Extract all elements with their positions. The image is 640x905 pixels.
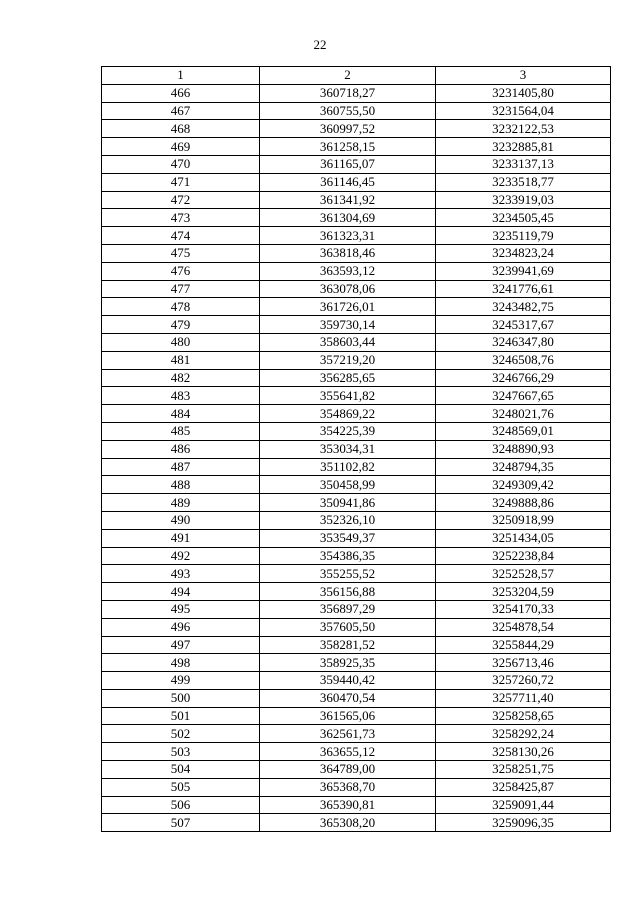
x-coordinate-cell: 352326,10 <box>260 511 436 529</box>
table-row <box>102 227 611 245</box>
table-row <box>102 654 611 672</box>
y-coordinate-cell: 3232122,53 <box>436 120 611 138</box>
table-row <box>102 155 611 173</box>
y-coordinate-cell: 3233919,03 <box>436 191 611 209</box>
point-number-cell: 471 <box>102 173 260 191</box>
x-coordinate-cell: 363818,46 <box>260 244 436 262</box>
table-row <box>102 351 611 369</box>
table-row <box>102 707 611 725</box>
y-coordinate-cell: 3249888,86 <box>436 494 611 512</box>
table-row <box>102 387 611 405</box>
point-number-cell: 495 <box>102 600 260 618</box>
point-number-cell: 501 <box>102 707 260 725</box>
table-row <box>102 138 611 156</box>
point-number-cell: 485 <box>102 422 260 440</box>
point-number-cell: 469 <box>102 138 260 156</box>
table-row <box>102 369 611 387</box>
y-coordinate-cell: 3232885,81 <box>436 138 611 156</box>
x-coordinate-cell: 361726,01 <box>260 298 436 316</box>
table-row <box>102 672 611 690</box>
x-coordinate-cell: 354225,39 <box>260 422 436 440</box>
point-number-cell: 502 <box>102 725 260 743</box>
point-number-cell: 483 <box>102 387 260 405</box>
table-row <box>102 600 611 618</box>
point-number-cell: 490 <box>102 511 260 529</box>
y-coordinate-cell: 3258130,26 <box>436 743 611 761</box>
point-number-cell: 467 <box>102 102 260 120</box>
x-coordinate-cell: 354869,22 <box>260 405 436 423</box>
x-coordinate-cell: 365390,81 <box>260 796 436 814</box>
x-coordinate-cell: 358603,44 <box>260 333 436 351</box>
table-row <box>102 440 611 458</box>
table-row <box>102 405 611 423</box>
x-coordinate-cell: 356156,88 <box>260 583 436 601</box>
x-coordinate-cell: 361258,15 <box>260 138 436 156</box>
x-coordinate-cell: 355641,82 <box>260 387 436 405</box>
y-coordinate-cell: 3243482,75 <box>436 298 611 316</box>
x-coordinate-cell: 357605,50 <box>260 618 436 636</box>
y-coordinate-cell: 3247667,65 <box>436 387 611 405</box>
point-number-cell: 476 <box>102 262 260 280</box>
y-coordinate-cell: 3248890,93 <box>436 440 611 458</box>
x-coordinate-cell: 363593,12 <box>260 262 436 280</box>
table-row <box>102 262 611 280</box>
x-coordinate-cell: 350941,86 <box>260 494 436 512</box>
table-row <box>102 511 611 529</box>
point-number-cell: 497 <box>102 636 260 654</box>
point-number-cell: 487 <box>102 458 260 476</box>
point-number-cell: 475 <box>102 244 260 262</box>
y-coordinate-cell: 3235119,79 <box>436 227 611 245</box>
x-coordinate-cell: 354386,35 <box>260 547 436 565</box>
table-row <box>102 298 611 316</box>
point-number-cell: 484 <box>102 405 260 423</box>
point-number-cell: 481 <box>102 351 260 369</box>
table-row <box>102 244 611 262</box>
x-coordinate-cell: 360997,52 <box>260 120 436 138</box>
coordinates-table <box>101 66 611 832</box>
y-coordinate-cell: 3259091,44 <box>436 796 611 814</box>
y-coordinate-cell: 3231405,80 <box>436 84 611 102</box>
x-coordinate-cell: 359440,42 <box>260 672 436 690</box>
x-coordinate-cell: 361165,07 <box>260 155 436 173</box>
point-number-cell: 470 <box>102 155 260 173</box>
x-coordinate-cell: 361323,31 <box>260 227 436 245</box>
x-coordinate-cell: 361304,69 <box>260 209 436 227</box>
page-number: 22 <box>313 37 327 52</box>
point-number-cell: 494 <box>102 583 260 601</box>
y-coordinate-cell: 3252528,57 <box>436 565 611 583</box>
point-number-cell: 482 <box>102 369 260 387</box>
point-number-cell: 507 <box>102 814 260 832</box>
point-number-cell: 466 <box>102 84 260 102</box>
point-number-cell: 506 <box>102 796 260 814</box>
x-coordinate-cell: 360718,27 <box>260 84 436 102</box>
y-coordinate-cell: 3250918,99 <box>436 511 611 529</box>
x-coordinate-cell: 353034,31 <box>260 440 436 458</box>
y-coordinate-cell: 3249309,42 <box>436 476 611 494</box>
x-coordinate-cell: 362561,73 <box>260 725 436 743</box>
table-row <box>102 636 611 654</box>
y-coordinate-cell: 3233518,77 <box>436 173 611 191</box>
y-coordinate-cell: 3254170,33 <box>436 600 611 618</box>
x-coordinate-cell: 357219,20 <box>260 351 436 369</box>
table-row <box>102 422 611 440</box>
point-number-cell: 489 <box>102 494 260 512</box>
table-row <box>102 761 611 779</box>
table-row <box>102 191 611 209</box>
point-number-cell: 479 <box>102 316 260 334</box>
x-coordinate-cell: 353549,37 <box>260 529 436 547</box>
point-number-cell: 504 <box>102 761 260 779</box>
point-number-cell: 491 <box>102 529 260 547</box>
y-coordinate-cell: 3255844,29 <box>436 636 611 654</box>
column-header-2: 2 <box>260 67 436 85</box>
table-row <box>102 280 611 298</box>
point-number-cell: 472 <box>102 191 260 209</box>
table-row <box>102 120 611 138</box>
table-row <box>102 209 611 227</box>
table-row <box>102 743 611 761</box>
y-coordinate-cell: 3248021,76 <box>436 405 611 423</box>
table-row <box>102 618 611 636</box>
y-coordinate-cell: 3258258,65 <box>436 707 611 725</box>
point-number-cell: 496 <box>102 618 260 636</box>
y-coordinate-cell: 3254878,54 <box>436 618 611 636</box>
point-number-cell: 499 <box>102 672 260 690</box>
point-number-cell: 493 <box>102 565 260 583</box>
x-coordinate-cell: 363655,12 <box>260 743 436 761</box>
point-number-cell: 468 <box>102 120 260 138</box>
table-row <box>102 725 611 743</box>
table-row <box>102 102 611 120</box>
x-coordinate-cell: 356285,65 <box>260 369 436 387</box>
y-coordinate-cell: 3234505,45 <box>436 209 611 227</box>
table-body <box>102 84 611 831</box>
y-coordinate-cell: 3256713,46 <box>436 654 611 672</box>
y-coordinate-cell: 3234823,24 <box>436 244 611 262</box>
table-header <box>102 67 611 85</box>
table-row <box>102 814 611 832</box>
point-number-cell: 500 <box>102 689 260 707</box>
table-row <box>102 796 611 814</box>
table-row <box>102 778 611 796</box>
x-coordinate-cell: 361341,92 <box>260 191 436 209</box>
y-coordinate-cell: 3252238,84 <box>436 547 611 565</box>
point-number-cell: 498 <box>102 654 260 672</box>
point-number-cell: 505 <box>102 778 260 796</box>
x-coordinate-cell: 364789,00 <box>260 761 436 779</box>
table-row <box>102 565 611 583</box>
table-row <box>102 316 611 334</box>
table-row <box>102 583 611 601</box>
y-coordinate-cell: 3245317,67 <box>436 316 611 334</box>
y-coordinate-cell: 3246766,29 <box>436 369 611 387</box>
y-coordinate-cell: 3259096,35 <box>436 814 611 832</box>
point-number-cell: 473 <box>102 209 260 227</box>
point-number-cell: 492 <box>102 547 260 565</box>
table-row <box>102 333 611 351</box>
column-header-3: 3 <box>436 67 611 85</box>
y-coordinate-cell: 3233137,13 <box>436 155 611 173</box>
y-coordinate-cell: 3246508,76 <box>436 351 611 369</box>
point-number-cell: 478 <box>102 298 260 316</box>
x-coordinate-cell: 356897,29 <box>260 600 436 618</box>
y-coordinate-cell: 3257260,72 <box>436 672 611 690</box>
y-coordinate-cell: 3257711,40 <box>436 689 611 707</box>
table-row <box>102 689 611 707</box>
x-coordinate-cell: 360470,54 <box>260 689 436 707</box>
y-coordinate-cell: 3258292,24 <box>436 725 611 743</box>
table-row <box>102 84 611 102</box>
x-coordinate-cell: 363078,06 <box>260 280 436 298</box>
x-coordinate-cell: 350458,99 <box>260 476 436 494</box>
y-coordinate-cell: 3253204,59 <box>436 583 611 601</box>
x-coordinate-cell: 361565,06 <box>260 707 436 725</box>
x-coordinate-cell: 355255,52 <box>260 565 436 583</box>
table-row <box>102 476 611 494</box>
point-number-cell: 503 <box>102 743 260 761</box>
y-coordinate-cell: 3241776,61 <box>436 280 611 298</box>
y-coordinate-cell: 3248794,35 <box>436 458 611 476</box>
x-coordinate-cell: 351102,82 <box>260 458 436 476</box>
table-row <box>102 529 611 547</box>
x-coordinate-cell: 358281,52 <box>260 636 436 654</box>
x-coordinate-cell: 360755,50 <box>260 102 436 120</box>
column-header-1: 1 <box>102 67 260 85</box>
y-coordinate-cell: 3246347,80 <box>436 333 611 351</box>
table-row <box>102 458 611 476</box>
point-number-cell: 480 <box>102 333 260 351</box>
y-coordinate-cell: 3239941,69 <box>436 262 611 280</box>
x-coordinate-cell: 358925,35 <box>260 654 436 672</box>
header-row <box>102 67 611 85</box>
point-number-cell: 474 <box>102 227 260 245</box>
table-row <box>102 173 611 191</box>
y-coordinate-cell: 3251434,05 <box>436 529 611 547</box>
x-coordinate-cell: 365368,70 <box>260 778 436 796</box>
x-coordinate-cell: 361146,45 <box>260 173 436 191</box>
y-coordinate-cell: 3258251,75 <box>436 761 611 779</box>
y-coordinate-cell: 3231564,04 <box>436 102 611 120</box>
y-coordinate-cell: 3248569,01 <box>436 422 611 440</box>
point-number-cell: 488 <box>102 476 260 494</box>
y-coordinate-cell: 3258425,87 <box>436 778 611 796</box>
point-number-cell: 486 <box>102 440 260 458</box>
point-number-cell: 477 <box>102 280 260 298</box>
table-row <box>102 547 611 565</box>
table-row <box>102 494 611 512</box>
x-coordinate-cell: 365308,20 <box>260 814 436 832</box>
x-coordinate-cell: 359730,14 <box>260 316 436 334</box>
